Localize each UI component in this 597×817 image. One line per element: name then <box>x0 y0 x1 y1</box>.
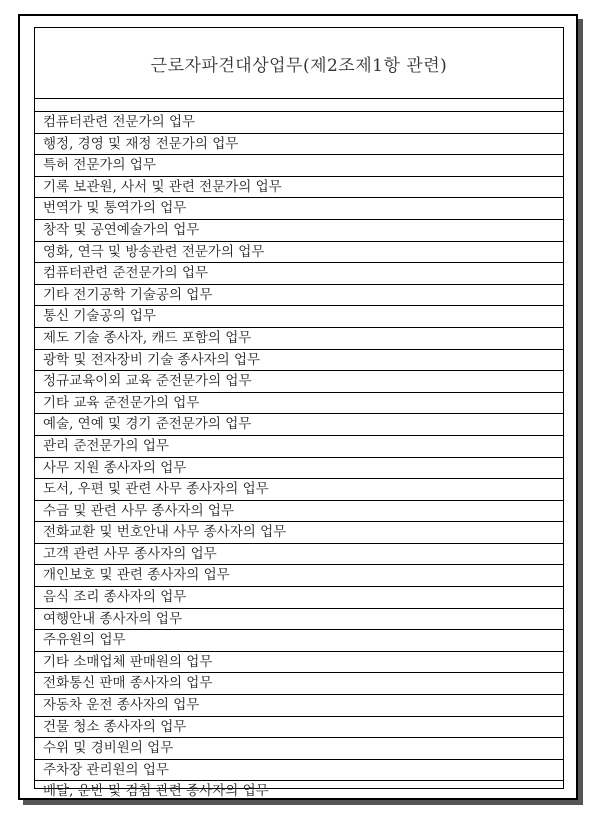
list-item: 기타 소매업체 판매원의 업무 <box>35 652 563 674</box>
list-item: 컴퓨터관련 준전문가의 업무 <box>35 263 563 285</box>
document-title-cell <box>35 28 563 99</box>
list-item: 배달, 운반 및 검침 관련 종사자의 업무 <box>43 783 269 800</box>
list-item: 광학 및 전자장비 기술 종사자의 업무 <box>35 350 563 372</box>
list-item: 통신 기술공의 업무 <box>35 306 563 328</box>
list-item: 기타 교육 준전문가의 업무 <box>35 393 563 415</box>
document-table <box>34 27 564 800</box>
list-item: 창작 및 공연예술가의 업무 <box>35 220 563 242</box>
job-list <box>35 112 563 803</box>
list-item: 자동차 운전 종사자의 업무 <box>35 695 563 717</box>
list-item: 건물 청소 종사자의 업무 <box>35 717 563 739</box>
list-item: 전화교환 및 번호안내 사무 종사자의 업무 <box>35 522 563 544</box>
list-item: 영화, 연극 및 방송관련 전문가의 업무 <box>35 242 563 264</box>
list-item: 행정, 경영 및 재정 전문가의 업무 <box>35 134 563 156</box>
list-item: 주차장 관리원의 업무 <box>35 760 563 782</box>
list-item: 번역가 및 통역가의 업무 <box>35 198 563 220</box>
list-item: 정규교육이외 교육 준전문가의 업무 <box>35 371 563 393</box>
list-item: 제도 기술 종사자, 캐드 포함의 업무 <box>35 328 563 350</box>
document-title: 근로자파견대상업무(제2조제1항 관련) <box>150 55 448 76</box>
list-item: 기록 보관원, 사서 및 관련 전문가의 업무 <box>35 177 563 199</box>
list-item: 음식 조리 종사자의 업무 <box>35 587 563 609</box>
list-item: 여행안내 종사자의 업무 <box>35 609 563 631</box>
list-item: 도서, 우편 및 관련 사무 종사자의 업무 <box>35 479 563 501</box>
list-item: 주유원의 업무 <box>35 630 563 652</box>
list-item: 예술, 연예 및 경기 준전문가의 업무 <box>35 414 563 436</box>
list-item: 컴퓨터관련 전문가의 업무 <box>35 112 563 134</box>
list-item: 기타 전기공학 기술공의 업무 <box>35 285 563 307</box>
title-spacer-row <box>35 99 563 112</box>
list-item: 관리 준전문가의 업무 <box>35 436 563 458</box>
list-item: 수금 및 관련 사무 종사자의 업무 <box>35 501 563 523</box>
list-item: 특허 전문가의 업무 <box>35 155 563 177</box>
list-item: 사무 지원 종사자의 업무 <box>35 458 563 480</box>
list-item: 고객 관련 사무 종사자의 업무 <box>35 544 563 566</box>
list-item: 전화통신 판매 종사자의 업무 <box>35 673 563 695</box>
document-page <box>18 14 578 800</box>
list-item: 수위 및 경비원의 업무 <box>35 738 563 760</box>
list-item: 개인보호 및 관련 종사자의 업무 <box>35 565 563 587</box>
